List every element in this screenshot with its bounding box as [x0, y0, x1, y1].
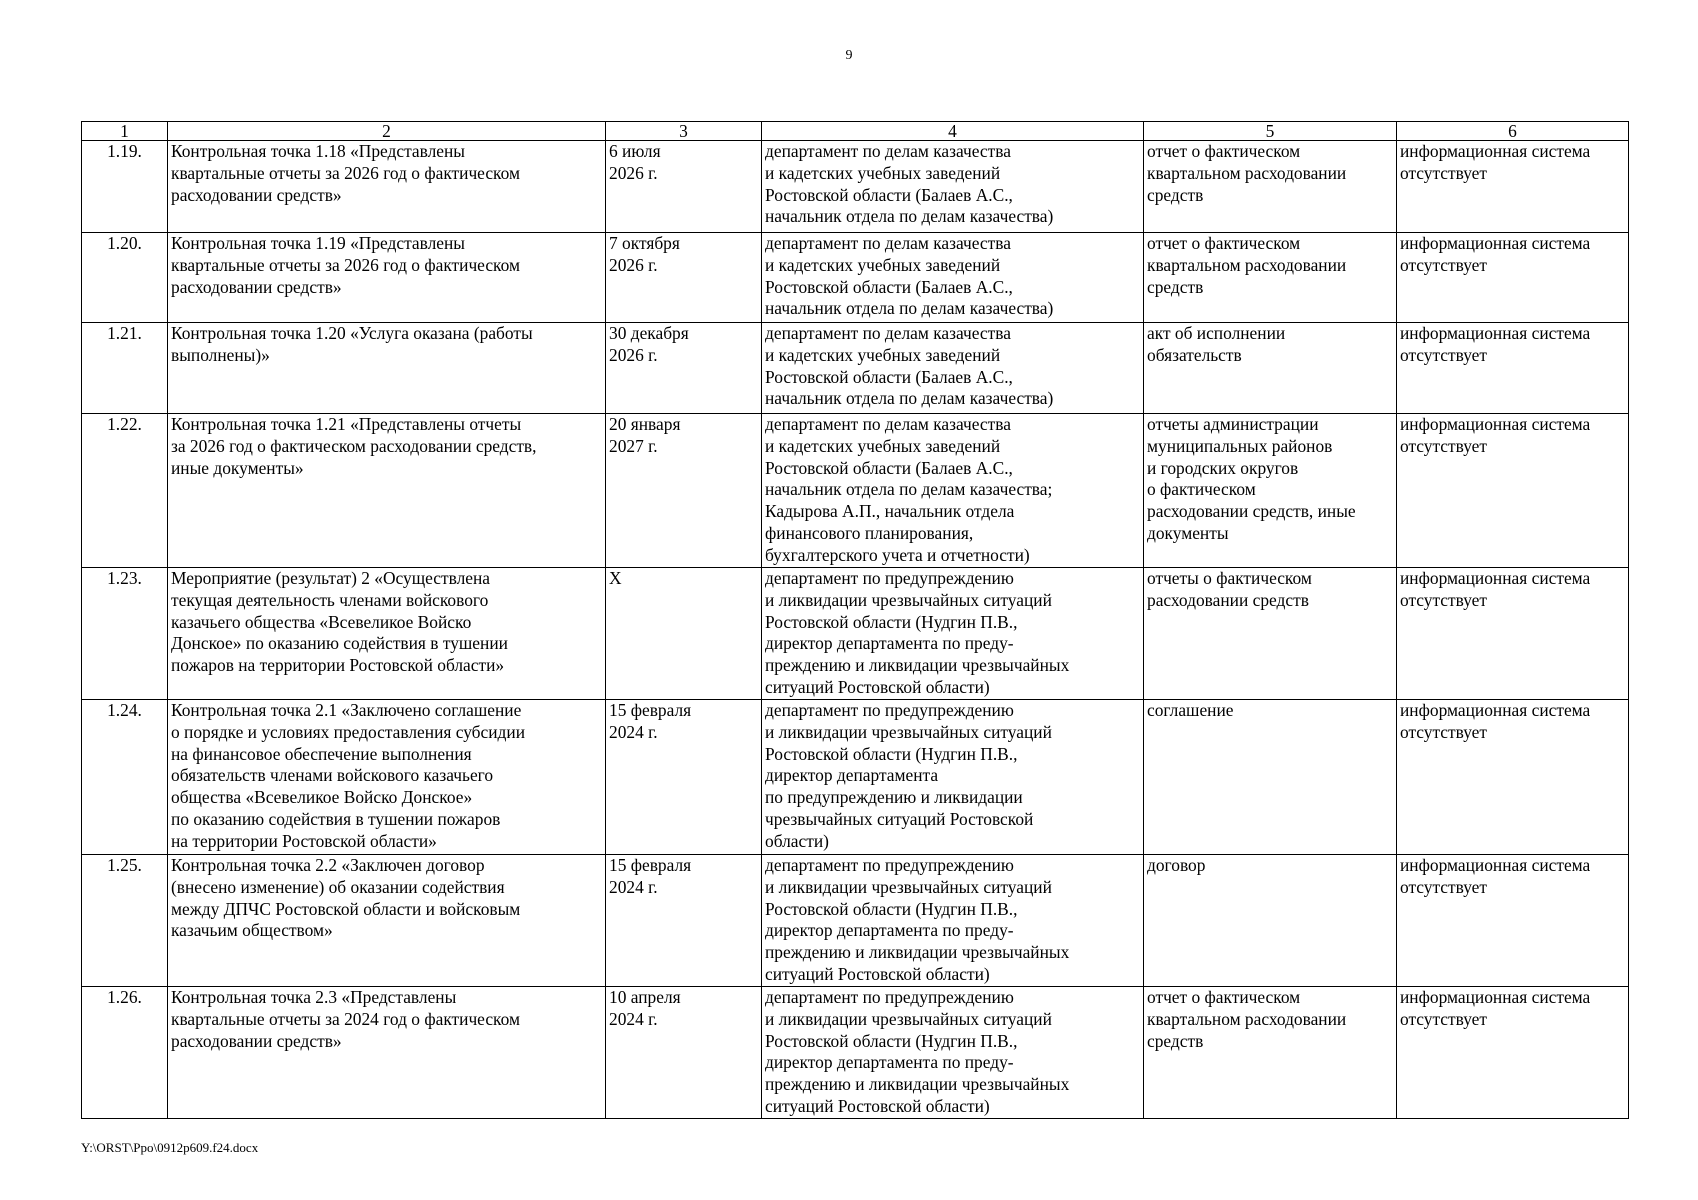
row-number: 1.25.: [82, 855, 168, 987]
row-date: 15 февраля 2024 г.: [606, 855, 762, 987]
row-document: договор: [1144, 855, 1397, 987]
table-row: [82, 987, 1629, 1119]
row-date: X: [606, 568, 762, 700]
table-row: [82, 414, 1629, 568]
column-header: 2: [168, 122, 606, 141]
row-responsible: департамент по делам казачества и кадетских учебных заведений Ростовской области (Балаев А.С., начальник отдела по делам казачества): [762, 323, 1144, 414]
row-document: акт об исполнении обязательств: [1144, 323, 1397, 414]
column-header: 1: [82, 122, 168, 141]
file-path-footer: Y:\ORST\Ppo\0912p609.f24.docx: [81, 1140, 259, 1155]
row-system: информационная система отсутствует: [1397, 323, 1629, 414]
row-description: Контрольная точка 1.18 «Представлены квартальные отчеты за 2026 год о фактическом расходовании средств»: [168, 141, 606, 233]
row-description: Контрольная точка 2.3 «Представлены квартальные отчеты за 2024 год о фактическом расходовании средств»: [168, 987, 606, 1119]
column-header: 4: [762, 122, 1144, 141]
row-document: соглашение: [1144, 700, 1397, 855]
row-system: информационная система отсутствует: [1397, 568, 1629, 700]
row-document: отчет о фактическом квартальном расходовании средств: [1144, 233, 1397, 323]
row-document: отчет о фактическом квартальном расходовании средств: [1144, 987, 1397, 1119]
row-number: 1.26.: [82, 987, 168, 1119]
row-system: информационная система отсутствует: [1397, 414, 1629, 568]
row-description: Контрольная точка 2.1 «Заключено соглашение о порядке и условиях предоставления субсидии на финансовое обеспечение выполнения обязательств членами войскового казачьего общества «Всевеликое Войско Донское» по оказанию содействия в тушении пожаров на территории Ростовской области»: [168, 700, 606, 855]
table-row: [82, 141, 1629, 233]
row-responsible: департамент по предупреждению и ликвидации чрезвычайных ситуаций Ростовской области (Нудгин П.В., директор департамента по предупреждению и ликвидации чрезвычайных ситуаций Ростовской области): [762, 700, 1144, 855]
table-row: [82, 233, 1629, 323]
row-responsible: департамент по делам казачества и кадетских учебных заведений Ростовской области (Балаев А.С., начальник отдела по делам казачества): [762, 141, 1144, 233]
row-description: Контрольная точка 1.19 «Представлены квартальные отчеты за 2026 год о фактическом расходовании средств»: [168, 233, 606, 323]
row-system: информационная система отсутствует: [1397, 700, 1629, 855]
row-number: 1.20.: [82, 233, 168, 323]
column-header: 3: [606, 122, 762, 141]
row-number: 1.24.: [82, 700, 168, 855]
row-system: информационная система отсутствует: [1397, 855, 1629, 987]
table-row: [82, 700, 1629, 855]
row-document: отчет о фактическом квартальном расходовании средств: [1144, 141, 1397, 233]
row-system: информационная система отсутствует: [1397, 233, 1629, 323]
header-row: [82, 122, 1629, 141]
row-responsible: департамент по делам казачества и кадетских учебных заведений Ростовской области (Балаев А.С., начальник отдела по делам казачества): [762, 233, 1144, 323]
row-responsible: департамент по предупреждению и ликвидации чрезвычайных ситуаций Ростовской области (Нудгин П.В., директор департамента по преду- преждению и ликвидации чрезвычайных ситуаций Ростовской области): [762, 987, 1144, 1119]
row-date: 30 декабря 2026 г.: [606, 323, 762, 414]
column-header: 5: [1144, 122, 1397, 141]
page-number: 9: [845, 48, 853, 63]
row-description: Контрольная точка 1.20 «Услуга оказана (работы выполнены)»: [168, 323, 606, 414]
row-system: информационная система отсутствует: [1397, 987, 1629, 1119]
table-row: [82, 323, 1629, 414]
row-document: отчеты администрации муниципальных районов и городских округов о фактическом расходовании средств, иные документы: [1144, 414, 1397, 568]
row-responsible: департамент по предупреждению и ликвидации чрезвычайных ситуаций Ростовской области (Нудгин П.В., директор департамента по преду- преждению и ликвидации чрезвычайных ситуаций Ростовской области): [762, 568, 1144, 700]
row-system: информационная система отсутствует: [1397, 141, 1629, 233]
row-date: 10 апреля 2024 г.: [606, 987, 762, 1119]
row-responsible: департамент по делам казачества и кадетских учебных заведений Ростовской области (Балаев А.С., начальник отдела по делам казачества; Кадырова А.П., начальник отдела финансового планирования, бухгалтерского учета и отчетности): [762, 414, 1144, 568]
row-date: 20 января 2027 г.: [606, 414, 762, 568]
row-description: Контрольная точка 2.2 «Заключен договор (внесено изменение) об оказании содействия между ДПЧС Ростовской области и войсковым казачьим обществом»: [168, 855, 606, 987]
row-number: 1.22.: [82, 414, 168, 568]
column-header: 6: [1397, 122, 1629, 141]
row-responsible: департамент по предупреждению и ликвидации чрезвычайных ситуаций Ростовской области (Нудгин П.В., директор департамента по преду- преждению и ликвидации чрезвычайных ситуаций Ростовской области): [762, 855, 1144, 987]
table-row: [82, 855, 1629, 987]
row-date: 6 июля 2026 г.: [606, 141, 762, 233]
row-document: отчеты о фактическом расходовании средств: [1144, 568, 1397, 700]
row-date: 15 февраля 2024 г.: [606, 700, 762, 855]
row-description: Контрольная точка 1.21 «Представлены отчеты за 2026 год о фактическом расходовании средств, иные документы»: [168, 414, 606, 568]
row-number: 1.21.: [82, 323, 168, 414]
row-number: 1.19.: [82, 141, 168, 233]
plan-table: [81, 121, 1629, 1119]
row-number: 1.23.: [82, 568, 168, 700]
row-description: Мероприятие (результат) 2 «Осуществлена текущая деятельность членами войскового казачьего общества «Всевеликое Войско Донское» по оказанию содействия в тушении пожаров на территории Ростовской области»: [168, 568, 606, 700]
row-date: 7 октября 2026 г.: [606, 233, 762, 323]
table-row: [82, 568, 1629, 700]
